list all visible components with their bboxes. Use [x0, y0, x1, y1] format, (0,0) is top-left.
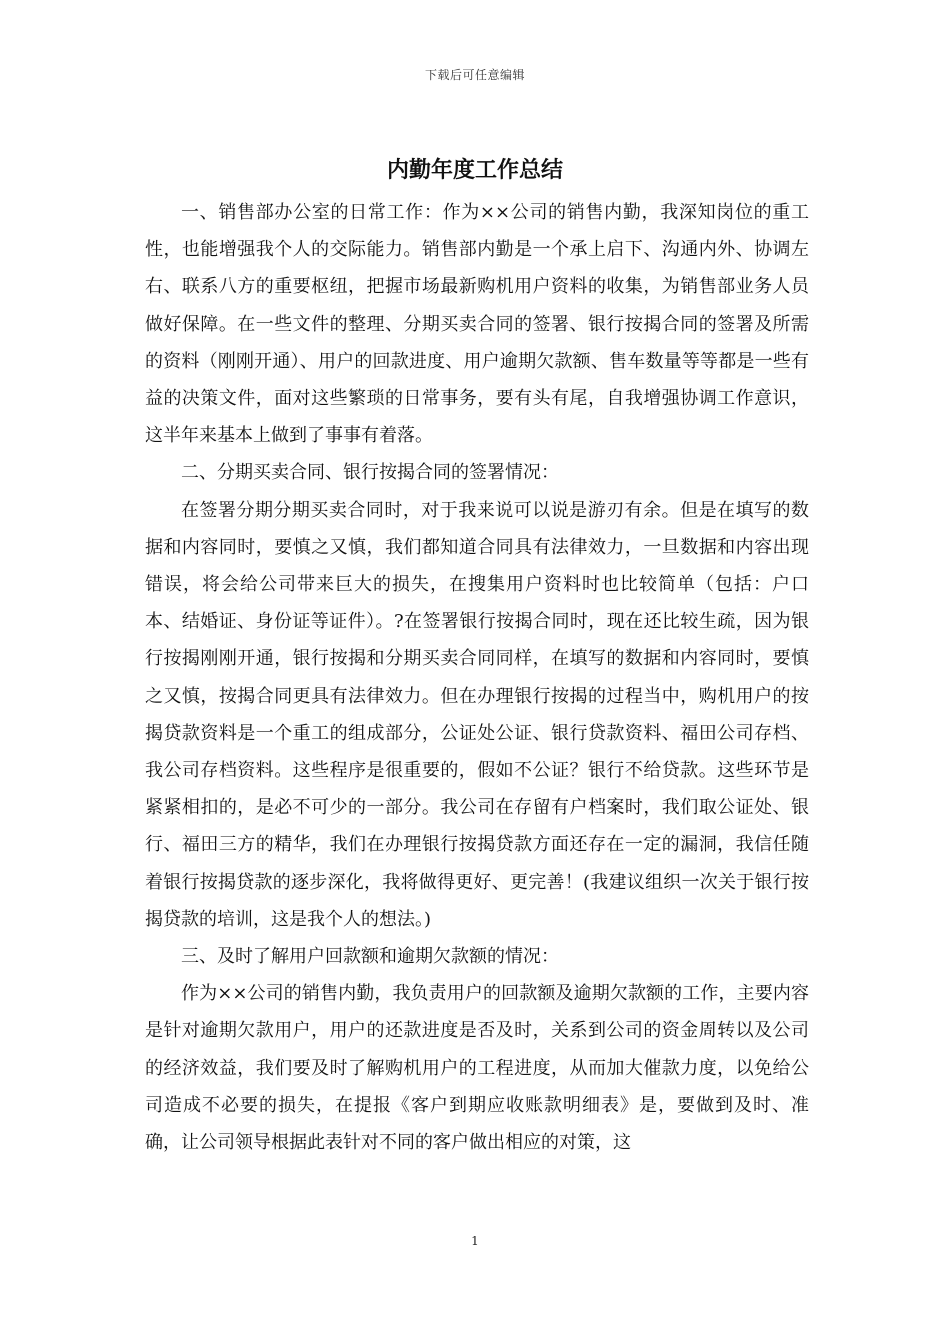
document-body — [145, 194, 809, 1161]
page-number: 1 — [471, 1234, 479, 1248]
paragraph-contract-signing: 在签署分期分期买卖合同时，对于我来说可以说是游刃有余。但是在填写的数据和内容同时，要慎之又慎，我们都知道合同具有法律效力，一旦数据和内容出现错误，将会给公司带来巨大的损失，在搜集用户资料时也比较简单（包括：户口本、结婚证、身份证等证件）。?在签署银行按揭合同时，现在还比较生疏，因为银行按揭刚刚开通，银行按揭和分期买卖合同同样，在填写的数据和内容同时，要慎之又慎，按揭合同更具有法律效力。但在办理银行按揭的过程当中，购机用户的按揭贷款资料是一个重工的组成部分，公证处公证、银行贷款资料、福田公司存档、我公司存档资料。这些程序是很重要的，假如不公证？银行不给贷款。这些环节是紧紧相扣的，是必不可少的一部分。我公司在存留有户档案时，我们取公证处、银行、福田三方的精华，我们在办理银行按揭贷款方面还存在一定的漏洞，我信任随着银行按揭贷款的逐步深化，我将做得更好、更完善！(我建议组织一次关于银行按揭贷款的培训，这是我个人的想法。) — [145, 499, 809, 930]
heading-contract-signing: 二、分期买卖合同、银行按揭合同的签署情况： — [181, 462, 559, 484]
paragraph-payment-tracking: 作为××公司的销售内勤，我负责用户的回款额及逾期欠款额的工作，主要内容是针对逾期欠款用户，用户的还款进度是否及时，关系到公司的资金周转以及公司的经济效益，我们要及时了解购机用户的工程进度，从而加大催款力度，以免给公司造成不必要的损失，在提报《客户到期应收账款明细表》是，要做到及时、准确，让公司领导根据此表针对不同的客户做出相应的对策，这 — [145, 983, 809, 1154]
paragraph-daily-work: 一、销售部办公室的日常工作：作为××公司的销售内勤，我深知岗位的重工性，也能增强我个人的交际能力。销售部内勤是一个承上启下、沟通内外、协调左右、联系八方的重要枢纽，把握市场最新购机用户资料的收集，为销售部业务人员做好保障。在一些文件的整理、分期买卖合同的签署、银行按揭合同的签署及所需的资料（刚刚开通）、用户的回款进度、用户逾期欠款额、售车数量等等都是一些有益的决策文件，面对这些繁琐的日常事务，要有头有尾，自我增强协调工作意识，这半年来基本上做到了事事有着落。 — [145, 202, 809, 447]
page-header-note: 下载后可任意编辑 — [424, 68, 525, 82]
document-title: 内勤年度工作总结 — [386, 157, 563, 183]
heading-payment-tracking: 三、及时了解用户回款额和逾期欠款额的情况： — [181, 946, 559, 968]
